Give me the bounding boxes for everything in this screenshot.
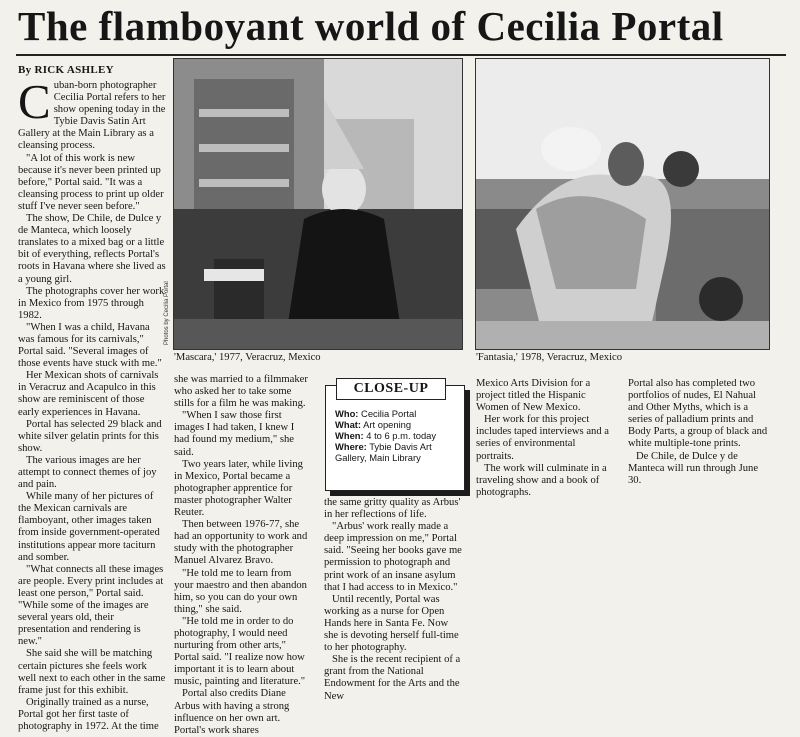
when-value: 4 to 6 p.m. today — [366, 430, 437, 441]
paragraph: the same gritty quality as Arbus' in her reflections of life. — [324, 497, 461, 521]
paragraph: The photographs cover her work in Mexico from 1975 through 1982. — [18, 285, 165, 321]
paragraph: Until recently, Portal was working as a nurse for Open Hands here in Santa Fe. Now she is devoting herself full-time to her photography. — [324, 593, 459, 654]
photo-caption-fantasia: 'Fantasia,' 1978, Veracruz, Mexico — [476, 352, 623, 363]
article-column-3 — [324, 497, 462, 703]
paragraph: Her Mexican shots of carnivals in Veracruz and Acapulco in this show are reminiscent of those early experiences in Havana. — [18, 370, 159, 418]
paragraph: Then between 1976-77, she had an opportunity to work and study with the photographer Manuel Alvarez Bravo. — [174, 519, 308, 567]
paragraph: Portal has selected 29 black and white silver gelatin prints for this show. — [18, 418, 162, 454]
paragraph: Mexico Arts Division for a project titled the Hispanic Women of New Mexico. — [476, 378, 591, 414]
paragraph: Originally trained as a nurse, Portal got her first taste of photography in 1972. At the time — [18, 696, 159, 732]
paragraph: While many of her pictures of the Mexican carnivals are flamboyant, other images taken from inside government-operated institutions appear more taciturn and somber. — [18, 491, 160, 563]
paragraph: she was married to a filmmaker who asked her to take some stills for a film he was making. — [174, 374, 308, 410]
article-column-2 — [174, 374, 312, 737]
paragraph: She is the recent recipient of a grant from the National Endowment for the Arts and the New — [324, 654, 461, 702]
paragraph: De Chile, de Dulce y de Manteca will run through June 30. — [628, 450, 759, 486]
paragraph: The work will culminate in a traveling show and a book of photographs. — [476, 462, 607, 498]
drop-cap: C — [18, 74, 51, 129]
paragraph: "He told me to learn from your maestro and then abandon him, so you can do your own thing," she said. — [174, 567, 307, 615]
photo-mascara — [173, 58, 463, 350]
when-label: When: — [335, 430, 364, 441]
headline-rule — [16, 54, 786, 56]
photo-fantasia — [475, 58, 770, 350]
paragraph: Portal also credits Diane Arbus with having a strong influence on her own art. Portal's work shares — [174, 688, 290, 736]
byline: By RICK ASHLEY — [18, 64, 114, 76]
what-value: Art opening — [363, 419, 412, 430]
article-column-4 — [476, 378, 616, 499]
paragraph: Portal also has completed two portfolios of nudes, El Nahual and Other Myths, which is a series of palladium prints and Body Parts, a group of black and white multiple-tone prints. — [628, 378, 768, 450]
closeup-title: CLOSE-UP — [336, 378, 446, 400]
paragraph: "He told me in order to do photography, I would need nurturing from other arts," Portal said. "I realize now how important it is to learn about music, painting and literature." — [174, 615, 306, 688]
photo-credit: Photos by Cecilia Portal — [164, 281, 170, 345]
paragraph: She said she will be matching certain pictures she feels work well next to each other in the same frame just for this exhibit. — [18, 648, 166, 696]
paragraph: "What connects all these images are people. Every print includes at least one person," Portal said. "While some of the images are several years old, their presentation and rendering is new." — [18, 563, 164, 648]
photo-caption-mascara: 'Mascara,' 1977, Veracruz, Mexico — [174, 352, 321, 363]
paragraph: "When I was a child, Havana was famous for its carnivals," Portal said. "Several images of those events have stuck with me." — [18, 321, 162, 370]
paragraph: The show, De Chile, de Dulce y de Manteca, which loosely translates to a mixed bag or a little bit of everything, reflects Portal's roots in Havana where she lived as a young girl. — [18, 213, 166, 285]
article-column-1 — [18, 74, 166, 733]
where-label: Where: — [335, 441, 367, 452]
paragraph: uban-born photographer Cecilia Portal refers to her show opening today in the Tybie Davis Satin Art Gallery at the Main Library as a cleansing process. — [18, 80, 166, 152]
where-value: Tybie Davis Art Gallery, Main Library — [335, 441, 432, 463]
paragraph: "When I saw those first images I had taken, I knew I had found my medium," she said. — [174, 410, 295, 458]
article-column-5 — [628, 378, 770, 487]
closeup-box — [325, 381, 465, 491]
paragraph: "Arbus' work really made a deep impression on me," Portal said. "Seeing her books gave me permission to photograph and print work of an insane asylum that I had access to in Mexico." — [324, 521, 462, 593]
who-value: Cecilia Portal — [361, 408, 417, 419]
fantasia-photo-image — [476, 59, 769, 349]
paragraph: Two years later, while living in Mexico, Portal became a photographer apprentice for master photographer Walter Reuter. — [174, 458, 303, 519]
who-label: Who: — [335, 408, 359, 419]
closeup-body — [335, 408, 459, 463]
mascara-photo-image — [174, 59, 462, 349]
what-label: What: — [335, 419, 362, 430]
headline: The flamboyant world of Cecilia Portal — [18, 3, 724, 49]
paragraph: Her work for this project includes taped interviews and a series of environmental portraits. — [476, 414, 609, 462]
paragraph: "A lot of this work is new because it's never been printed up before," Portal said. "It was a cleansing process to print up older stuff I've never seen before." — [18, 152, 164, 212]
paragraph: The various images are her attempt to connect themes of joy and pain. — [18, 454, 157, 491]
